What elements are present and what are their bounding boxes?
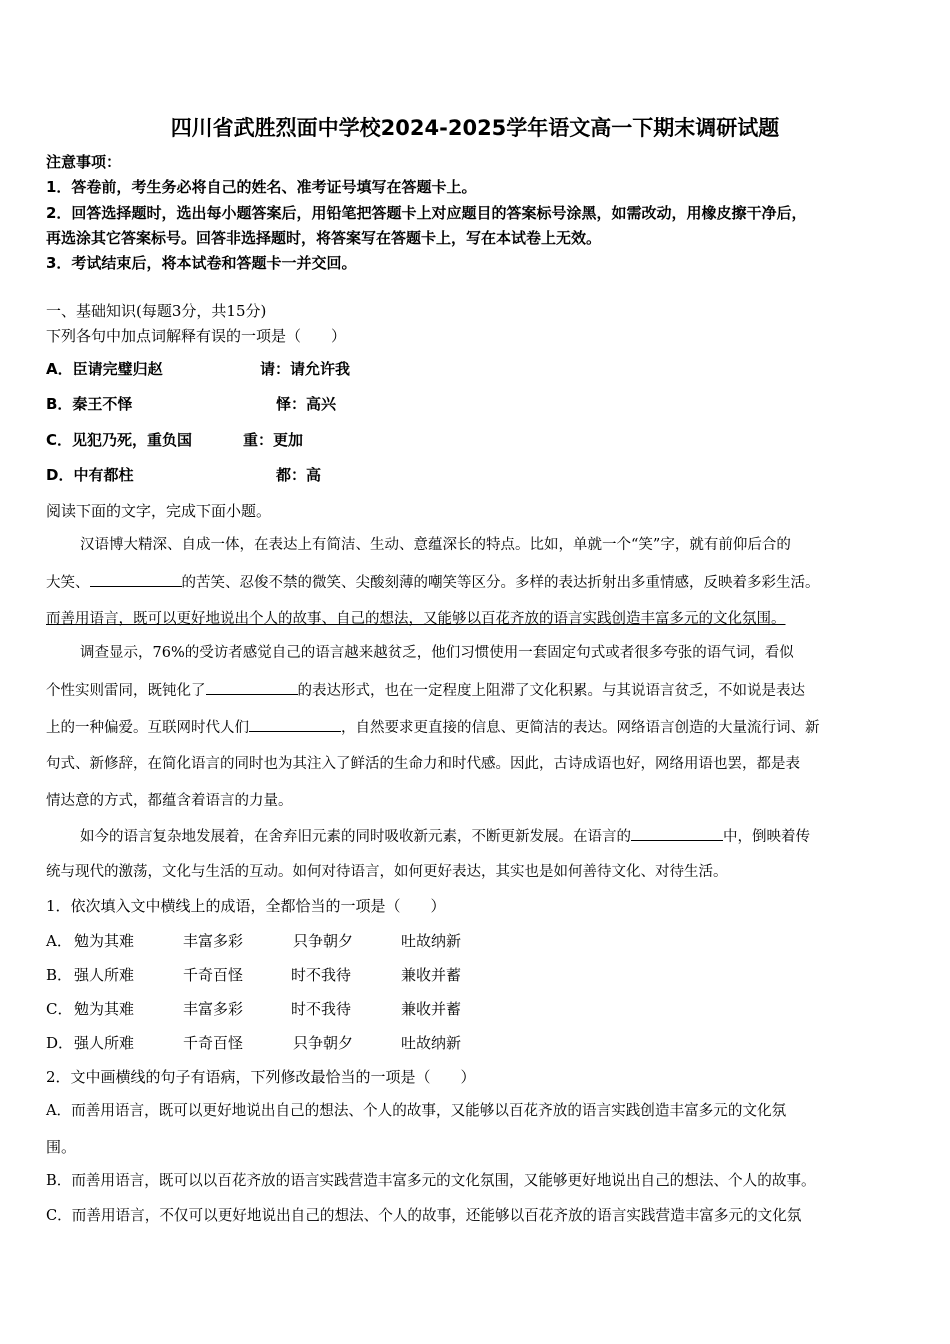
passage-line bbox=[80, 826, 810, 847]
option-word: 兼收并蓄 bbox=[401, 1000, 462, 1018]
option-word: 勉为其难 bbox=[74, 1000, 135, 1018]
option-text: 围。 bbox=[46, 1138, 77, 1156]
option-word: 只争朝夕 bbox=[293, 932, 354, 950]
option-text: B．而善用语言，既可以以百花齐放的语言实践营造丰富多元的文化氛围，又能够更好地说出自己的想法、个人的故事。 bbox=[46, 1172, 816, 1189]
option-word: 吐故纳新 bbox=[401, 1034, 462, 1052]
option-label: A．臣请完璧归赵 bbox=[46, 360, 163, 378]
option-word: 只争朝夕 bbox=[293, 1034, 354, 1052]
underlined-sentence: 而善用语言，既可以更好地说出个人的故事、自己的想法，又能够以百花齐放的语言实践创造丰富多元的文化氛围。 bbox=[46, 611, 786, 627]
option-word: 兼收并蓄 bbox=[401, 966, 462, 984]
option-label: A． bbox=[46, 932, 72, 950]
passage-text: 如今的语言复杂地发展着，在舍弃旧元素的同时吸收新元素，不断更新发展。在语言的 bbox=[80, 829, 631, 845]
notice-item: 再选涂其它答案标号。回答非选择题时，将答案写在答题卡上，写在本试卷上无效。 bbox=[46, 229, 602, 247]
fill-blank bbox=[249, 717, 341, 732]
option-word: 千奇百怪 bbox=[183, 1034, 244, 1052]
option-label: C． bbox=[46, 1000, 73, 1018]
option-word: 丰富多彩 bbox=[183, 1000, 244, 1018]
option-word: 强人所难 bbox=[74, 966, 135, 984]
option-explanation: 请：请允许我 bbox=[260, 360, 351, 378]
section-heading: 一、基础知识(每题3分，共15分) bbox=[46, 302, 267, 320]
passage-line: 汉语博大精深、自成一体，在表达上有简洁、生动、意蕴深长的特点。比如，单就一个“笑”字，就有前仰后合的 bbox=[80, 537, 791, 553]
passage-text: 中，倒映着传 bbox=[723, 829, 810, 845]
page-title: 四川省武胜烈面中学校2024-2025学年语文高一下期末调研试题 bbox=[170, 116, 780, 140]
option-label: D． bbox=[46, 1034, 74, 1052]
passage-line: 调查显示，76%的受访者感觉自己的语言越来越贫乏，他们习惯使用一套固定句式或者很多夸张的语气词，看似 bbox=[80, 645, 794, 661]
fill-blank bbox=[206, 680, 298, 695]
reading-intro: 阅读下面的文字，完成下面小题。 bbox=[46, 502, 272, 520]
option-word: 勉为其难 bbox=[74, 932, 135, 950]
notice-heading: 注意事项： bbox=[46, 153, 122, 171]
passage-line bbox=[46, 572, 820, 593]
option-label: B．秦王不怿 bbox=[46, 395, 133, 413]
passage-line bbox=[46, 680, 805, 701]
notice-item: 2．回答选择题时，选出每小题答案后，用铅笔把答题卡上对应题目的答案标号涂黑，如需改动，用橡皮擦干净后， bbox=[46, 204, 807, 222]
passage-line bbox=[46, 717, 820, 738]
passage-line: 统与现代的激荡，文化与生活的互动。如何对待语言，如何更好表达，其实也是如何善待文化、对待生活。 bbox=[46, 864, 728, 880]
option-word: 吐故纳新 bbox=[401, 932, 462, 950]
passage-line: 情达意的方式，都蕴含着语言的力量。 bbox=[46, 793, 293, 809]
passage-text: 上的一种偏爱。互联网时代人们 bbox=[46, 720, 249, 736]
option-label: B． bbox=[46, 966, 73, 984]
passage-text: 的表达形式，也在一定程度上阻滞了文化积累。与其说语言贫乏，不如说是表达 bbox=[297, 683, 805, 699]
option-explanation: 重：更加 bbox=[243, 431, 304, 449]
notice-item: 1．答卷前，考生务必将自己的姓名、准考证号填写在答题卡上。 bbox=[46, 178, 477, 196]
question-stem: 2．文中画横线的句子有语病，下列修改最恰当的一项是（ ） bbox=[46, 1068, 476, 1086]
option-word: 时不我待 bbox=[291, 966, 352, 984]
option-explanation: 都：高 bbox=[276, 466, 322, 484]
option-text: C．而善用语言，不仅可以更好地说出自己的想法、个人的故事，还能够以百花齐放的语言实践营造丰富多元的文化氛 bbox=[46, 1207, 802, 1224]
passage-line: 句式、新修辞，在简化语言的同时也为其注入了鲜活的生命力和时代感。因此，古诗成语也好，网络用语也罢，都是表 bbox=[46, 756, 800, 772]
option-explanation: 怿：高兴 bbox=[276, 395, 337, 413]
option-word: 时不我待 bbox=[291, 1000, 352, 1018]
fill-blank bbox=[90, 572, 182, 587]
question-stem: 1．依次填入文中横线上的成语，全都恰当的一项是（ ） bbox=[46, 897, 446, 915]
option-word: 强人所难 bbox=[74, 1034, 135, 1052]
option-label: D．中有都柱 bbox=[46, 466, 134, 484]
passage-text: ，自然要求更直接的信息、更简洁的表达。网络语言创造的大量流行词、新 bbox=[341, 720, 820, 736]
option-word: 千奇百怪 bbox=[183, 966, 244, 984]
fill-blank bbox=[631, 826, 723, 841]
passage-text: 个性实则雷同，既钝化了 bbox=[46, 683, 206, 699]
notice-item: 3．考试结束后，将本试卷和答题卡一并交回。 bbox=[46, 254, 357, 272]
option-word: 丰富多彩 bbox=[183, 932, 244, 950]
question-stem: 下列各句中加点词解释有误的一项是（ ） bbox=[46, 327, 347, 345]
passage-text: 的苦笑、忍俊不禁的微笑、尖酸刻薄的嘲笑等区分。多样的表达折射出多重情感，反映着多彩生活。 bbox=[181, 575, 820, 591]
option-label: C．见犯乃死，重负国 bbox=[46, 431, 193, 449]
option-text: A．而善用语言，既可以更好地说出自己的想法、个人的故事，又能够以百花齐放的语言实践创造丰富多元的文化氛 bbox=[46, 1102, 787, 1119]
passage-text: 大笑、 bbox=[46, 575, 90, 591]
